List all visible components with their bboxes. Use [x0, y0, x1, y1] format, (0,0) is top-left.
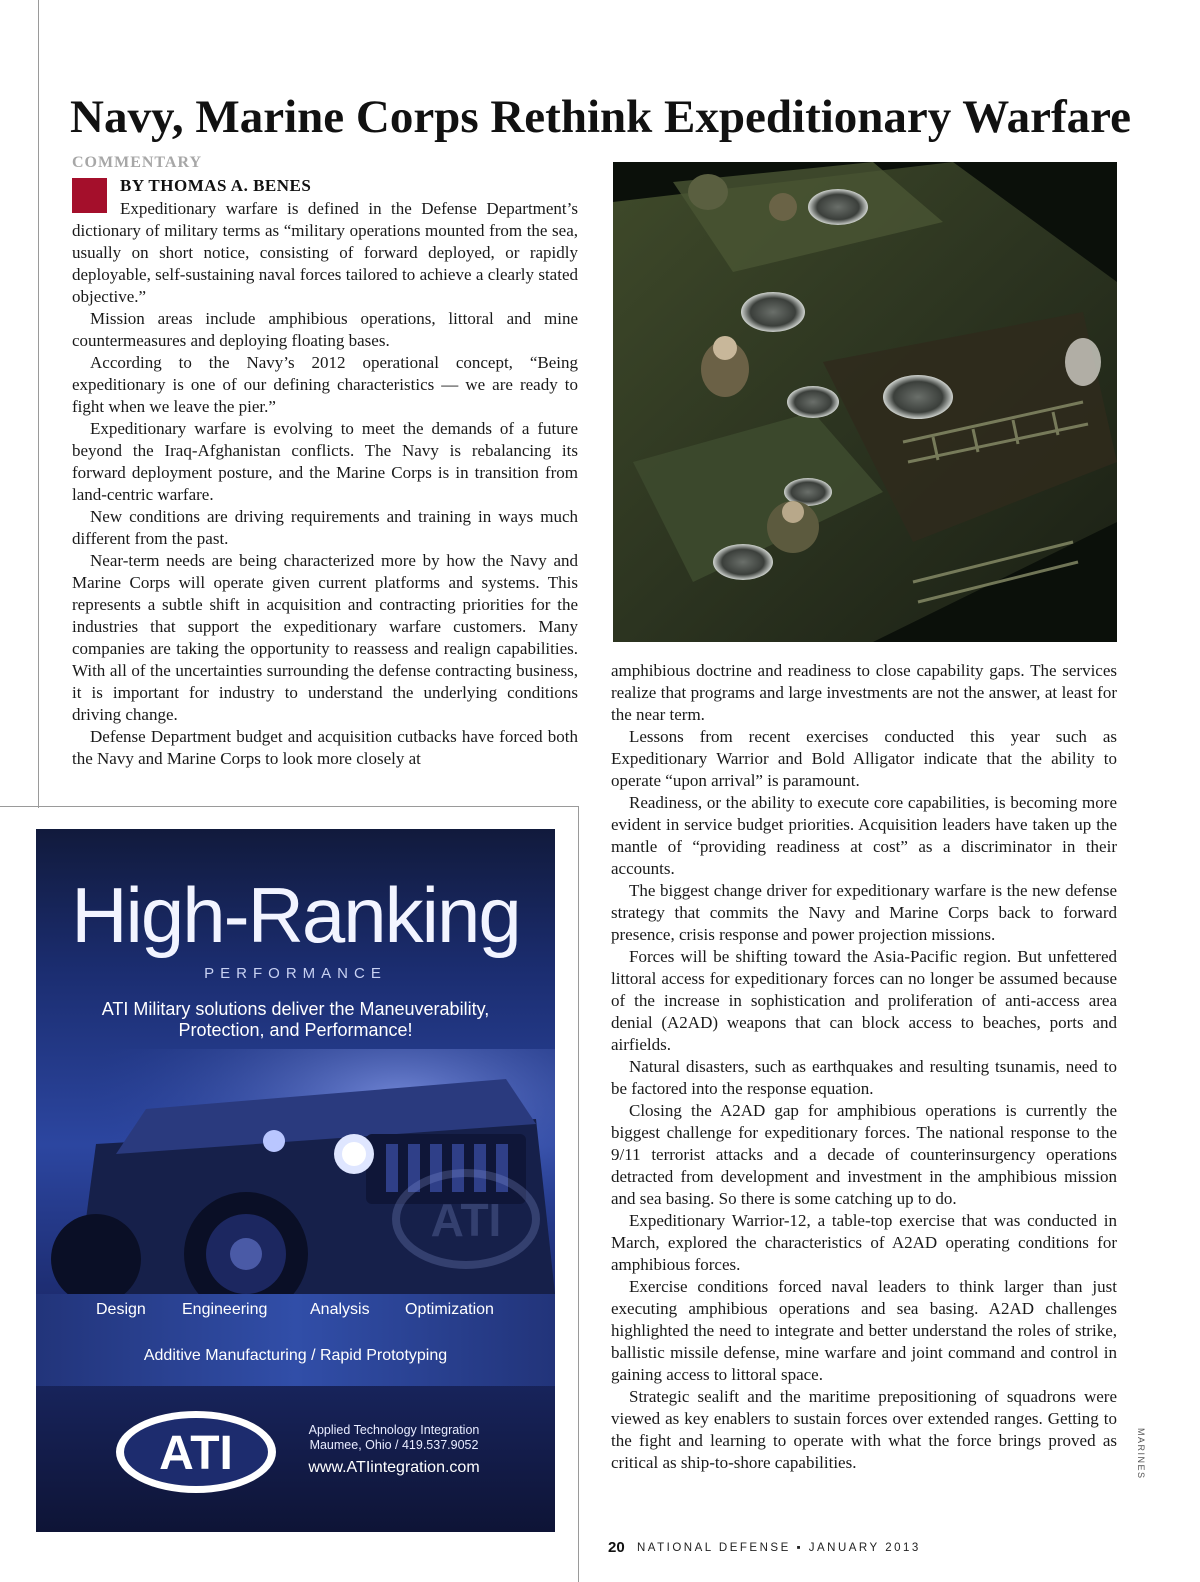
ad-company-address: Maumee, Ohio / 419.537.9052	[309, 1438, 479, 1452]
publication-name: NATIONAL DEFENSE	[637, 1542, 791, 1554]
right-text-column	[611, 660, 1117, 1474]
ad-frame-right-rule	[578, 806, 579, 1582]
paragraph: According to the Navy’s 2012 operational concept, “Being expeditionary is one of our defining characteristics — we are ready to fight when we leave the pier.”	[72, 353, 578, 416]
article-byline: BY THOMAS A. BENES	[120, 176, 312, 195]
ad-title: High-Ranking	[71, 871, 520, 959]
ad-website-link[interactable]: www.ATIintegration.com	[308, 1459, 480, 1476]
ad-services-list	[36, 1301, 555, 1331]
paragraph: Natural disasters, such as earthquakes and resulting tsunamis, need to be factored into the response equation.	[611, 1057, 1117, 1098]
ad-logo-text: ATI	[159, 1427, 233, 1480]
left-text-column	[72, 198, 578, 770]
ati-logo-icon	[112, 1407, 280, 1497]
article-headline: Navy, Marine Corps Rethink Expeditionary Warfare	[70, 91, 1131, 143]
paragraph: Lessons from recent exercises conducted this year such as Expeditionary Warrior and Bold Alligator indicate that the ability to operate “upon arrival” is paramount.	[611, 727, 1117, 790]
publication-line	[637, 1542, 921, 1554]
ad-additive-manufacturing: Additive Manufacturing / Rapid Prototyping	[143, 1347, 448, 1364]
ad-company-info	[294, 1423, 494, 1453]
publication-separator: ▪	[796, 1542, 804, 1554]
ad-company-name: Applied Technology Integration	[308, 1423, 480, 1437]
paragraph: Readiness, or the ability to execute core capabilities, is becoming more evident in service budget priorities. Acquisition leaders have taken up the mantle of “providing readiness at cost” as a discriminator in their accounts.	[611, 793, 1117, 878]
paragraph: Exercise conditions forced naval leaders to think larger than just executing amphibious operations and sea basing. A2AD challenges highlighted the need to integrate and better understand the roles of strike, ballistic missile defense, mine warfare and joint command and control in gaining access to littoral space.	[611, 1277, 1117, 1384]
paragraph: Forces will be shifting toward the Asia-Pacific region. But unfettered littoral access for expeditionary forces can no longer be assumed because of the increase in sophistication and proliferation of anti-access area denial (A2AD) weapons that can block access to beaches, ports and airfields.	[611, 947, 1117, 1054]
ad-frame-top-rule	[0, 806, 579, 807]
ati-watermark-icon	[391, 1164, 541, 1274]
page-margin-rule	[38, 0, 39, 808]
ad-tagline: ATI Military solutions deliver the Maneuverability, Protection, and Performance!	[101, 999, 490, 1040]
ad-watermark-text: ATI	[430, 1194, 502, 1246]
page-number: 20	[608, 1539, 625, 1556]
paragraph: amphibious doctrine and readiness to close capability gaps. The services realize that programs and large investments are not the answer, at least for the near term.	[611, 661, 1117, 724]
paragraph: Defense Department budget and acquisition cutbacks have forced both the Navy and Marine Corps to look more closely at	[72, 727, 578, 768]
paragraph: Expeditionary warfare is evolving to meet the demands of a future beyond the Iraq-Afghanistan conflicts. The Navy is rebalancing its forward deployment posture, and the Marine Corps is in transition from land-centric warfare.	[72, 419, 578, 504]
ad-subtitle: PERFORMANCE	[204, 965, 387, 982]
paragraph: The biggest change driver for expeditionary warfare is the new defense strategy that commits the Navy and Marine Corps back to forward presence, crisis response and power projection missions.	[611, 881, 1117, 944]
section-tab: MARINES	[1136, 1428, 1146, 1480]
paragraph: Near-term needs are being characterized more by how the Navy and Marine Corps will operate given current platforms and systems. This represents a subtle shift in acquisition and contracting priorities for the industries that support the expeditionary warfare customers. Many companies are taking the opportunity to reassess and realign capabilities. With all of the uncertainties surrounding the defense contracting business, it is important for industry to understand the underlying conditions driving change.	[72, 551, 578, 724]
amphibious-vehicle-photo	[613, 162, 1117, 642]
photo-illustration	[613, 162, 1117, 642]
service-optimization: Optimization	[405, 1301, 494, 1318]
paragraph: Strategic sealift and the maritime prepositioning of squadrons were viewed as key enablers to sustain forces over extended ranges. Getting to the fight and learning to operate with what the force brings proved as critical as ship-to-shore capabilities.	[611, 1387, 1117, 1472]
paragraph: Mission areas include amphibious operations, littoral and mine countermeasures and deploying floating bases.	[72, 309, 578, 350]
publication-issue: JANUARY 2013	[808, 1542, 921, 1554]
service-design: Design	[96, 1301, 146, 1318]
paragraph: Closing the A2AD gap for amphibious operations is currently the biggest challenge for expeditionary forces. The national response to the 9/11 terrorist attacks and a decade of counterinsurgency operations detracted from development and investment in the amphibious mission and sea basing. So there is some catching up to do.	[611, 1101, 1117, 1208]
service-engineering: Engineering	[182, 1301, 268, 1318]
ati-advertisement[interactable]	[36, 829, 555, 1532]
paragraph: Expeditionary Warrior-12, a table-top exercise that was conducted in March, explored the characteristics of A2AD operating conditions for amphibious forces.	[611, 1211, 1117, 1274]
paragraph: New conditions are driving requirements and training in ways much different from the past.	[72, 507, 578, 548]
service-analysis: Analysis	[310, 1301, 370, 1318]
article-rubric: COMMENTARY	[72, 154, 203, 171]
paragraph: Expeditionary warfare is defined in the Defense Department’s dictionary of military terms as “military operations mounted from the sea, usually on short notice, consisting of forward deployed, or rapidly deployable, self-sustaining naval forces tailored to achieve a clearly stated objective.”	[72, 199, 578, 306]
